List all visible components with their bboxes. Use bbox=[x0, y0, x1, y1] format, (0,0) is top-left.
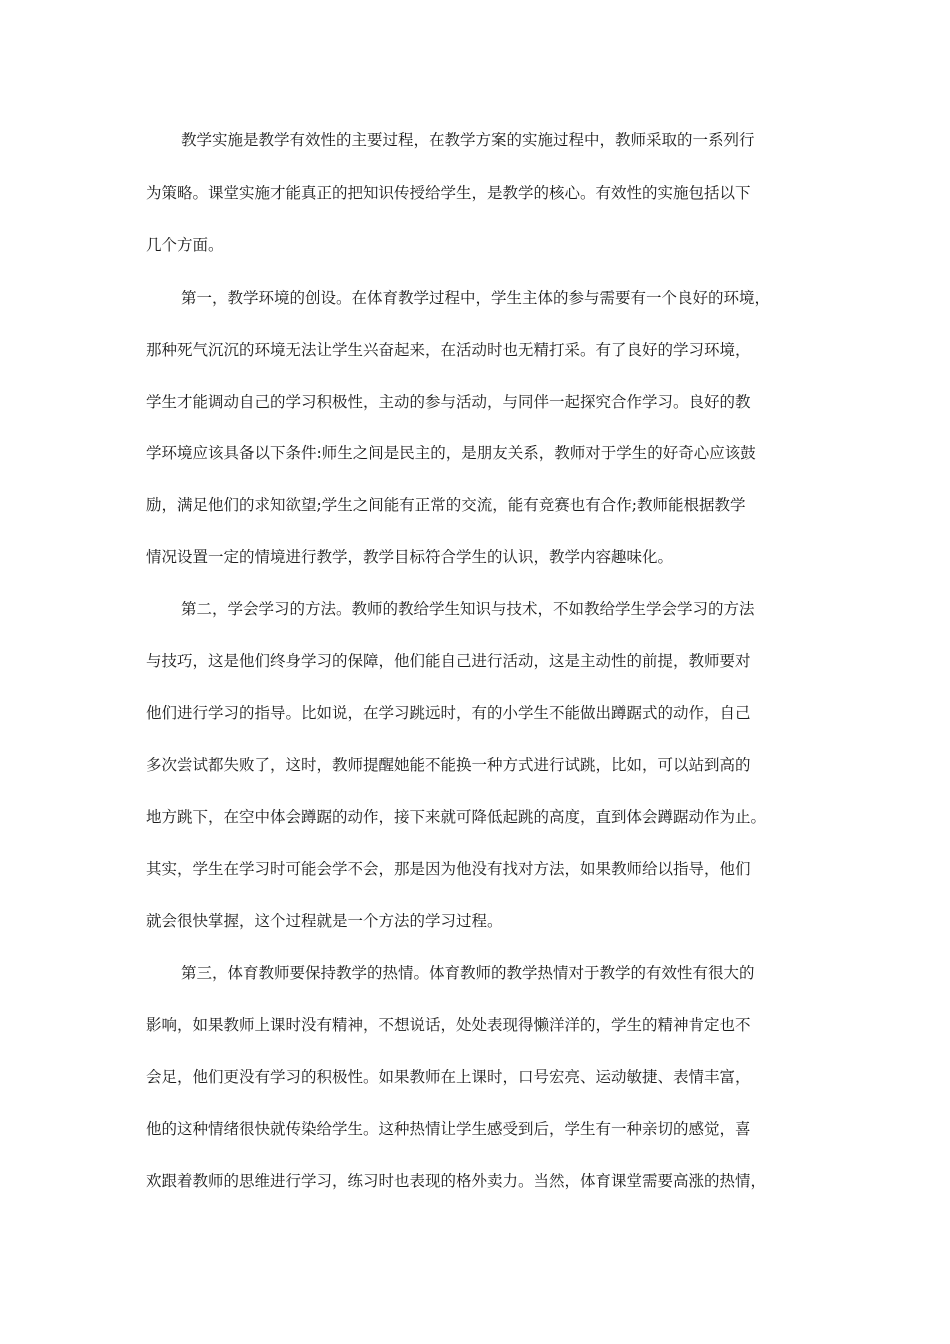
paragraph-3-line-1: 第二，学会学习的方法。教师的教给学生知识与技术，不如教给学生学会学习的方法 bbox=[181, 600, 755, 618]
paragraph-3-line-4: 多次尝试都失败了，这时，教师提醒她能不能换一种方式进行试跳，比如，可以站到高的 bbox=[146, 756, 751, 774]
paragraph-3-line-3: 他们进行学习的指导。比如说，在学习跳远时，有的小学生不能做出蹲踞式的动作，自己 bbox=[146, 704, 751, 722]
paragraph-1-line-3: 几个方面。 bbox=[146, 236, 224, 254]
paragraph-4-line-5: 欢跟着教师的思维进行学习，练习时也表现的格外卖力。当然，体育课堂需要高涨的热情， bbox=[146, 1172, 767, 1190]
paragraph-2-line-1: 第一，教学环境的创设。在体育教学过程中，学生主体的参与需要有一个良好的环境， bbox=[181, 289, 771, 307]
paragraph-2-line-2: 那种死气沉沉的环境无法让学生兴奋起来，在活动时也无精打采。有了良好的学习环境， bbox=[146, 341, 751, 359]
paragraph-1-line-1: 教学实施是教学有效性的主要过程，在教学方案的实施过程中，教师采取的一系列行 bbox=[181, 131, 755, 149]
paragraph-3-line-2: 与技巧，这是他们终身学习的保障，他们能自己进行活动，这是主动性的前提，教师要对 bbox=[146, 652, 751, 670]
paragraph-2-line-5: 励，满足他们的求知欲望;学生之间能有正常的交流，能有竞赛也有合作;教师能根据教学 bbox=[146, 496, 746, 514]
paragraph-2-line-4: 学环境应该具备以下条件:师生之间是民主的，是朋友关系，教师对于学生的好奇心应该鼓 bbox=[146, 444, 756, 462]
paragraph-3-line-5: 地方跳下，在空中体会蹲踞的动作，接下来就可降低起跳的高度，直到体会蹲踞动作为止。 bbox=[146, 808, 767, 826]
paragraph-4-line-1: 第三，体育教师要保持教学的热情。体育教师的教学热情对于教学的有效性有很大的 bbox=[181, 964, 755, 982]
paragraph-3-line-6: 其实，学生在学习时可能会学不会，那是因为他没有找对方法，如果教师给以指导，他们 bbox=[146, 860, 751, 878]
paragraph-3-line-7: 就会很快掌握，这个过程就是一个方法的学习过程。 bbox=[146, 912, 503, 930]
paragraph-1-line-2: 为策略。课堂实施才能真正的把知识传授给学生，是教学的核心。有效性的实施包括以下 bbox=[146, 184, 751, 202]
paragraph-4-line-2: 影响，如果教师上课时没有精神，不想说话，处处表现得懒洋洋的，学生的精神肯定也不 bbox=[146, 1016, 751, 1034]
paragraph-2-line-6: 情况设置一定的情境进行教学，教学目标符合学生的认识，教学内容趣味化。 bbox=[146, 548, 674, 566]
paragraph-4-line-4: 他的这种情绪很快就传染给学生。这种热情让学生感受到后，学生有一种亲切的感觉，喜 bbox=[146, 1120, 751, 1138]
paragraph-2-line-3: 学生才能调动自己的学习积极性，主动的参与活动，与同伴一起探究合作学习。良好的教 bbox=[146, 393, 751, 411]
paragraph-4-line-3: 会足，他们更没有学习的积极性。如果教师在上课时，口号宏亮、运动敏捷、表情丰富， bbox=[146, 1068, 751, 1086]
